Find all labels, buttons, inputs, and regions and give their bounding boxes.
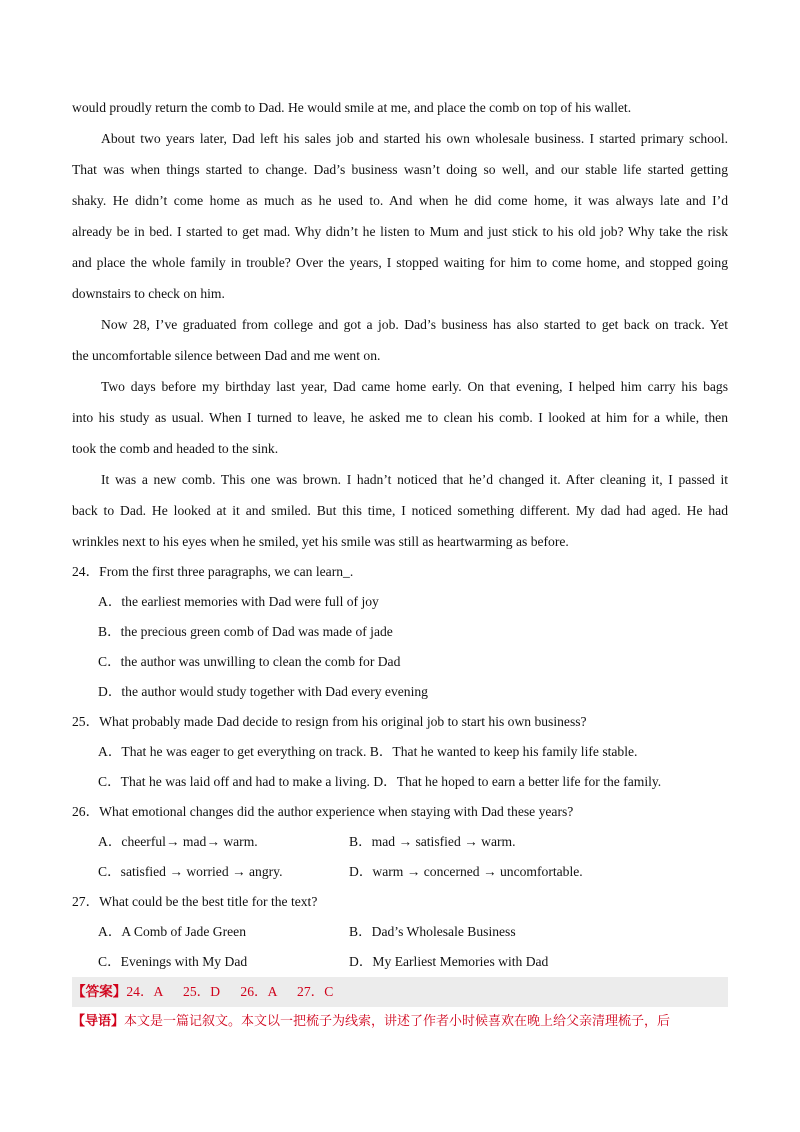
- question-stem: 26．What emotional changes did the author experience when staying with Dad these years?: [72, 804, 574, 819]
- guide-text: 本文是一篇记叙文。本文以一把梳子为线索，讲述了作者小时候喜欢在晚上给父亲清理梳子，后: [124, 1014, 671, 1029]
- options-row: [72, 917, 728, 947]
- option-c: C．satisfied → worried → angry.: [98, 864, 283, 879]
- passage-line: downstairs to check on him.: [72, 286, 225, 301]
- option-b: B．mad → satisfied → warm.: [349, 834, 516, 849]
- passage-line: That was when things started to change. Dad’s business wasn’t doing so well, and our stable life started getting: [72, 162, 728, 177]
- passage-line: shaky. He didn’t come home as much as he used to. And when he did come home, it was always late and I’d: [72, 193, 728, 208]
- guide-note: [72, 1007, 728, 1037]
- options-row: [72, 947, 728, 977]
- passage-line: the uncomfortable silence between Dad and me went on.: [72, 348, 381, 363]
- answer-text: 24．A 25．D 26．A 27．C: [126, 984, 334, 999]
- option-d: D．My Earliest Memories with Dad: [349, 954, 549, 969]
- options-row: [72, 857, 728, 887]
- option-b: B．the precious green comb of Dad was made of jade: [98, 624, 393, 639]
- document-page: [72, 92, 728, 1037]
- passage-line: About two years later, Dad left his sales job and started his own wholesale business. I started primary school.: [101, 131, 728, 146]
- question-stem: 27．What could be the best title for the text?: [72, 894, 318, 909]
- passage-line: Two days before my birthday last year, Dad came home early. On that evening, I helped him carry his bags: [101, 379, 728, 394]
- passage-line: wrinkles next to his eyes when he smiled, yet his smile was still as heartwarming as before.: [72, 534, 569, 549]
- option-d: D．warm → concerned → uncomfortable.: [349, 864, 583, 879]
- option-a: A．the earliest memories with Dad were full of joy: [98, 594, 379, 609]
- option-a: A．cheerful→ mad→ warm.: [98, 834, 258, 849]
- passage-line: back to Dad. He looked at it and smiled. But this time, I noticed something different. My dad had aged. He had: [72, 503, 728, 518]
- question-25: [72, 707, 728, 797]
- question-stem: 24．From the first three paragraphs, we can learn_.: [72, 564, 354, 579]
- guide-tag: 【导语】: [72, 1014, 125, 1029]
- option-a: A．A Comb of Jade Green: [98, 924, 246, 939]
- passage-line: and place the whole family in trouble? Over the years, I stopped waiting for him to come home, and stopped going: [72, 255, 728, 270]
- answer-tag: 【答案】: [72, 984, 127, 1000]
- passage-line: It was a new comb. This one was brown. I hadn’t noticed that he’d changed it. After cleaning it, I passed it: [101, 472, 728, 487]
- question-26: [72, 797, 728, 887]
- options-row: [72, 827, 728, 857]
- question-stem: 25．What probably made Dad decide to resign from his original job to start his own business?: [72, 714, 587, 729]
- passage-line: already be in bed. I started to get mad. Why didn’t he listen to Mum and just stick to his old job? Why take the risk: [72, 224, 728, 239]
- option-d: D．the author would study together with Dad every evening: [98, 684, 428, 699]
- passage-line: would proudly return the comb to Dad. He would smile at me, and place the comb on top of his wallet.: [72, 100, 632, 115]
- passage-line: took the comb and headed to the sink.: [72, 441, 279, 456]
- passage-line: into his study as usual. When I turned to leave, he asked me to clean his comb. I looked at him for a while, then: [72, 410, 728, 425]
- option-b: B．Dad’s Wholesale Business: [349, 924, 516, 939]
- answer-key: [72, 977, 728, 1007]
- options-c-d: C．That he was laid off and had to make a living. D．That he hoped to earn a better life for the family.: [98, 774, 662, 789]
- option-c: C．Evenings with My Dad: [98, 954, 248, 969]
- options-a-b: A．That he was eager to get everything on track. B．That he wanted to keep his family life stable.: [98, 744, 638, 759]
- passage: [72, 92, 728, 557]
- question-24: [72, 557, 728, 707]
- passage-line: Now 28, I’ve graduated from college and got a job. Dad’s business has also started to get back on track. Yet: [101, 317, 728, 332]
- question-27: [72, 887, 728, 977]
- option-c: C．the author was unwilling to clean the comb for Dad: [98, 654, 401, 669]
